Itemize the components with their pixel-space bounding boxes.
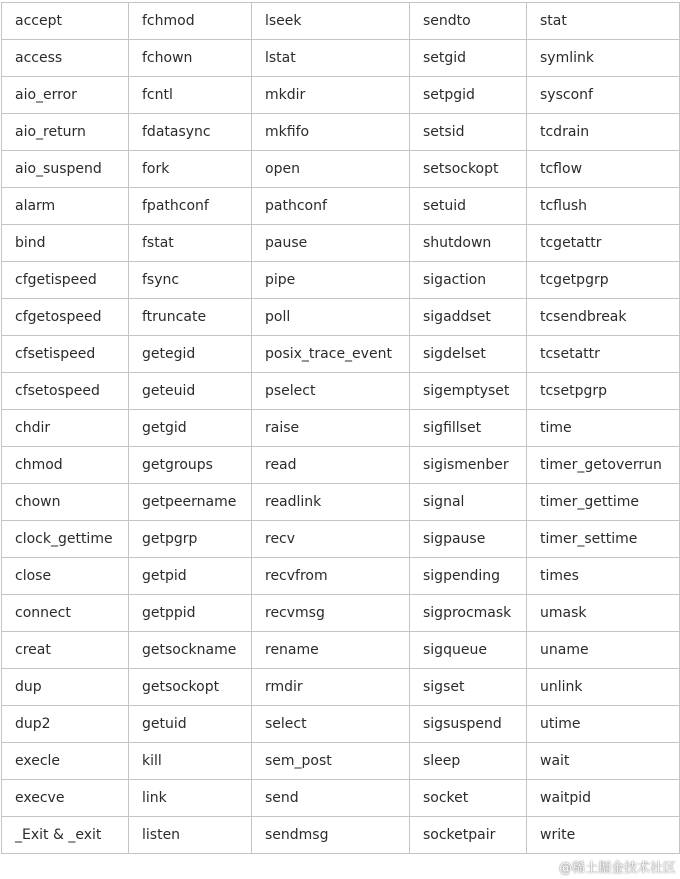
table-cell: getuid: [129, 706, 252, 743]
table-cell: close: [2, 558, 129, 595]
table-cell: setsockopt: [410, 151, 527, 188]
table-cell: pathconf: [252, 188, 410, 225]
table-cell: open: [252, 151, 410, 188]
table-cell: unlink: [527, 669, 680, 706]
table-row: [2, 595, 680, 632]
table-cell: timer_gettime: [527, 484, 680, 521]
table-cell: chdir: [2, 410, 129, 447]
table-cell: poll: [252, 299, 410, 336]
table-cell: geteuid: [129, 373, 252, 410]
table-row: [2, 40, 680, 77]
table-cell: cfsetispeed: [2, 336, 129, 373]
table-row: [2, 299, 680, 336]
table-cell: tcgetpgrp: [527, 262, 680, 299]
table-row: [2, 114, 680, 151]
table-cell: execve: [2, 780, 129, 817]
table-cell: socketpair: [410, 817, 527, 854]
table-cell: getgid: [129, 410, 252, 447]
table-cell: pipe: [252, 262, 410, 299]
table-cell: umask: [527, 595, 680, 632]
table-cell: fchmod: [129, 3, 252, 40]
table-cell: fdatasync: [129, 114, 252, 151]
table-cell: raise: [252, 410, 410, 447]
table-cell: write: [527, 817, 680, 854]
table-cell: tcgetattr: [527, 225, 680, 262]
table-cell: getppid: [129, 595, 252, 632]
table-cell: fchown: [129, 40, 252, 77]
table-cell: fcntl: [129, 77, 252, 114]
table-cell: lstat: [252, 40, 410, 77]
table-cell: execle: [2, 743, 129, 780]
table-cell: pause: [252, 225, 410, 262]
table-row: [2, 151, 680, 188]
table-cell: fork: [129, 151, 252, 188]
table-cell: symlink: [527, 40, 680, 77]
table-row: [2, 373, 680, 410]
table-row: [2, 410, 680, 447]
table-row: [2, 632, 680, 669]
table-cell: sendmsg: [252, 817, 410, 854]
table-cell: sigfillset: [410, 410, 527, 447]
table-row: [2, 225, 680, 262]
function-table: [1, 2, 680, 854]
table-row: [2, 743, 680, 780]
table-cell: listen: [129, 817, 252, 854]
table-cell: sigprocmask: [410, 595, 527, 632]
table-cell: tcflow: [527, 151, 680, 188]
watermark: @稀土掘金技术社区: [558, 861, 676, 876]
table-row: [2, 484, 680, 521]
table-cell: times: [527, 558, 680, 595]
table-cell: posix_trace_event: [252, 336, 410, 373]
table-cell: sleep: [410, 743, 527, 780]
table-cell: sigpending: [410, 558, 527, 595]
table-cell: aio_suspend: [2, 151, 129, 188]
table-cell: fstat: [129, 225, 252, 262]
table-cell: fpathconf: [129, 188, 252, 225]
table-cell: getpid: [129, 558, 252, 595]
table-cell: setgid: [410, 40, 527, 77]
table-cell: time: [527, 410, 680, 447]
table-cell: cfgetospeed: [2, 299, 129, 336]
table-cell: tcflush: [527, 188, 680, 225]
table-row: [2, 521, 680, 558]
table-cell: rmdir: [252, 669, 410, 706]
table-cell: link: [129, 780, 252, 817]
table-cell: mkfifo: [252, 114, 410, 151]
table-cell: ftruncate: [129, 299, 252, 336]
table-cell: sigismenber: [410, 447, 527, 484]
table-cell: cfsetospeed: [2, 373, 129, 410]
table-cell: read: [252, 447, 410, 484]
table-cell: chown: [2, 484, 129, 521]
table-cell: accept: [2, 3, 129, 40]
table-cell: chmod: [2, 447, 129, 484]
table-cell: readlink: [252, 484, 410, 521]
table-cell: dup2: [2, 706, 129, 743]
table-cell: _Exit & _exit: [2, 817, 129, 854]
table-cell: waitpid: [527, 780, 680, 817]
table-cell: setsid: [410, 114, 527, 151]
table-cell: sysconf: [527, 77, 680, 114]
table-cell: uname: [527, 632, 680, 669]
table-cell: sigdelset: [410, 336, 527, 373]
table-cell: pselect: [252, 373, 410, 410]
table-cell: getgroups: [129, 447, 252, 484]
table-cell: aio_error: [2, 77, 129, 114]
table-cell: fsync: [129, 262, 252, 299]
table-cell: clock_gettime: [2, 521, 129, 558]
table-cell: timer_getoverrun: [527, 447, 680, 484]
table-cell: timer_settime: [527, 521, 680, 558]
table-cell: send: [252, 780, 410, 817]
table-row: [2, 3, 680, 40]
table-row: [2, 188, 680, 225]
table-row: [2, 262, 680, 299]
table-cell: bind: [2, 225, 129, 262]
table-cell: kill: [129, 743, 252, 780]
table-row: [2, 669, 680, 706]
table-cell: rename: [252, 632, 410, 669]
table-cell: sigaddset: [410, 299, 527, 336]
table-cell: wait: [527, 743, 680, 780]
table-cell: tcsetattr: [527, 336, 680, 373]
table-cell: creat: [2, 632, 129, 669]
table-cell: setuid: [410, 188, 527, 225]
table-cell: tcsetpgrp: [527, 373, 680, 410]
table-cell: recvfrom: [252, 558, 410, 595]
table-cell: stat: [527, 3, 680, 40]
table-row: [2, 336, 680, 373]
table-cell: utime: [527, 706, 680, 743]
table-cell: getsockopt: [129, 669, 252, 706]
table-cell: getegid: [129, 336, 252, 373]
table-cell: cfgetispeed: [2, 262, 129, 299]
table-cell: aio_return: [2, 114, 129, 151]
table-cell: tcsendbreak: [527, 299, 680, 336]
table-cell: access: [2, 40, 129, 77]
table-cell: getpgrp: [129, 521, 252, 558]
table-cell: sem_post: [252, 743, 410, 780]
table-row: [2, 447, 680, 484]
table-cell: socket: [410, 780, 527, 817]
table-cell: sigset: [410, 669, 527, 706]
table-cell: shutdown: [410, 225, 527, 262]
table-cell: connect: [2, 595, 129, 632]
table-cell: sigaction: [410, 262, 527, 299]
function-table-body: [2, 3, 680, 854]
table-cell: recv: [252, 521, 410, 558]
table-cell: lseek: [252, 3, 410, 40]
table-cell: mkdir: [252, 77, 410, 114]
table-row: [2, 706, 680, 743]
table-cell: getsockname: [129, 632, 252, 669]
table-cell: recvmsg: [252, 595, 410, 632]
table-cell: tcdrain: [527, 114, 680, 151]
table-cell: sigsuspend: [410, 706, 527, 743]
table-cell: sendto: [410, 3, 527, 40]
table-cell: alarm: [2, 188, 129, 225]
table-cell: setpgid: [410, 77, 527, 114]
table-cell: sigpause: [410, 521, 527, 558]
table-cell: signal: [410, 484, 527, 521]
table-cell: getpeername: [129, 484, 252, 521]
table-cell: sigemptyset: [410, 373, 527, 410]
table-row: [2, 558, 680, 595]
table-row: [2, 817, 680, 854]
table-row: [2, 780, 680, 817]
table-cell: sigqueue: [410, 632, 527, 669]
table-row: [2, 77, 680, 114]
table-cell: select: [252, 706, 410, 743]
table-cell: dup: [2, 669, 129, 706]
